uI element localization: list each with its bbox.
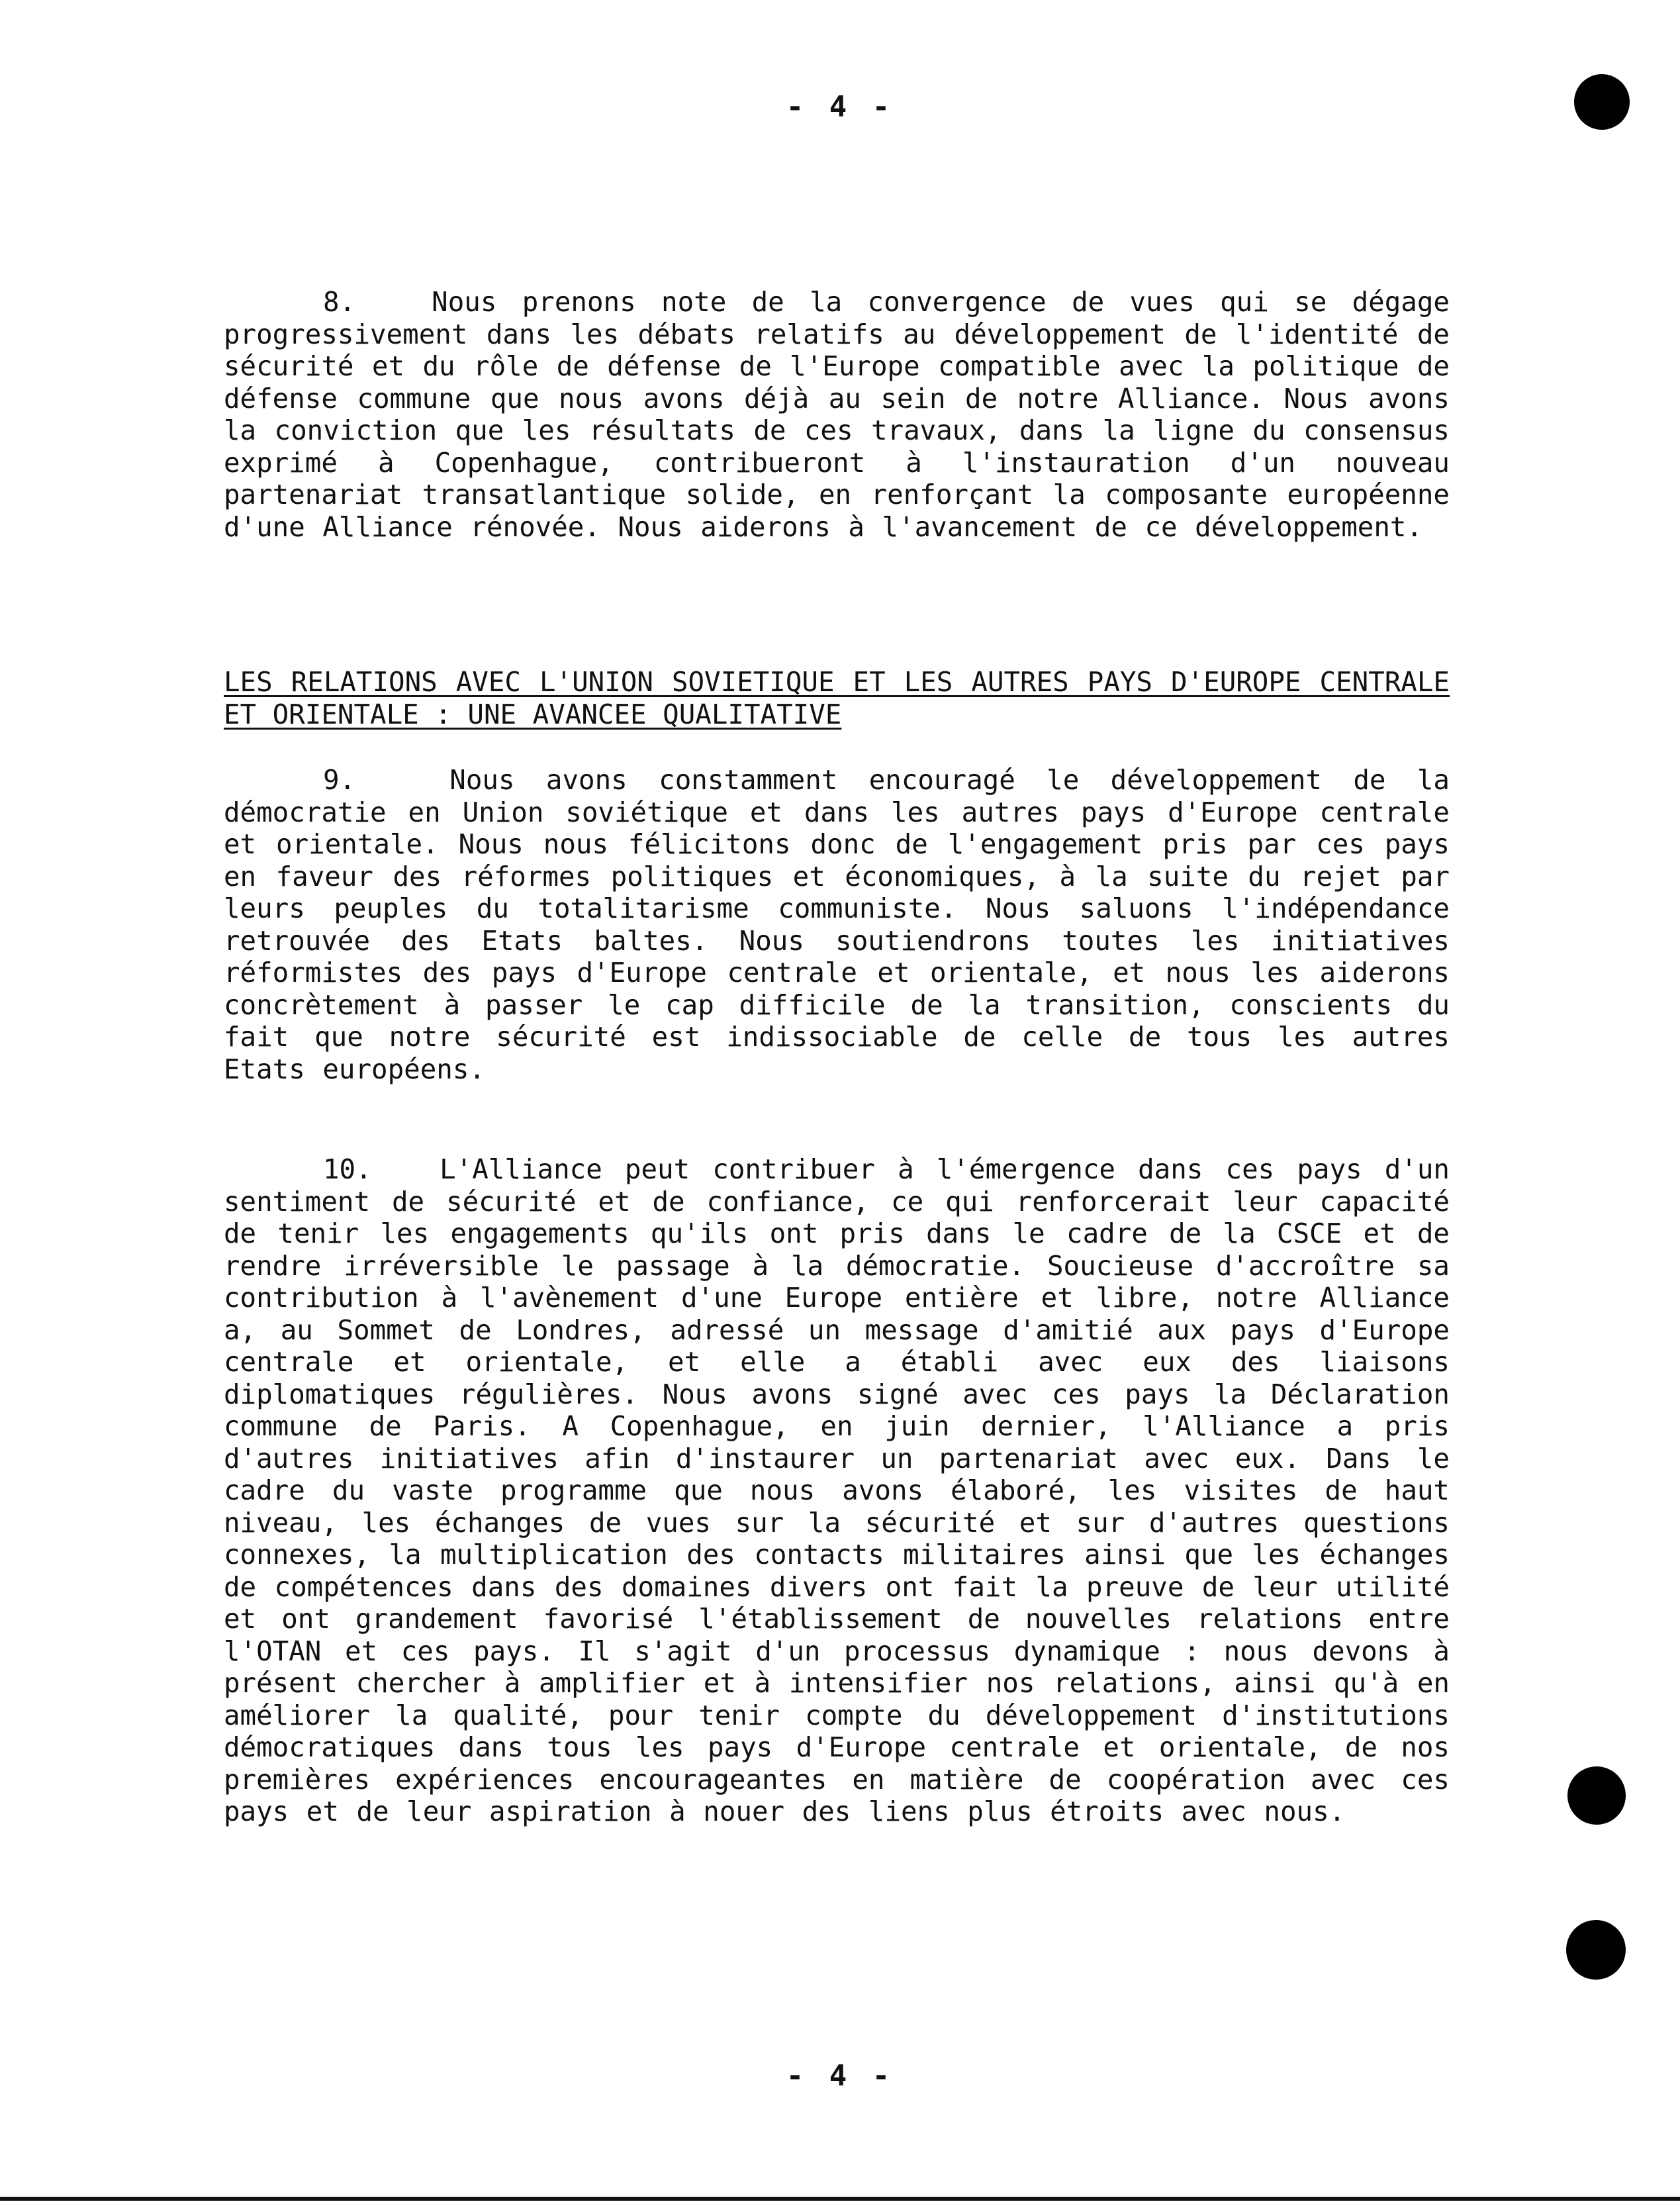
page-number-top: - 4 - bbox=[786, 90, 894, 124]
page-number-bottom: - 4 - bbox=[786, 2059, 894, 2093]
paragraph-9-number: 9. bbox=[323, 764, 356, 796]
scan-bottom-edge bbox=[0, 2197, 1680, 2201]
paragraph-8-text: Nous prenons note de la convergence de vues qui se dégage progressivement dans les débats relatifs au développement de l'identité de sécurité et du rôle de défense de l'Europe compatible avec la politique de défense commune que nous avons déjà au sein de notre Alliance. Nous avons la conviction que les résultats de ces travaux, dans la ligne du consensus exprimé à Copenhague, contribueront à l'instauration d'un nouveau partenariat transatlantique solide, en renforçant la composante européenne d'une Alliance rénovée. Nous aiderons à l'avancement de ce développement. bbox=[224, 286, 1450, 543]
punch-hole-top bbox=[1574, 74, 1630, 130]
punch-hole-bottom bbox=[1566, 1920, 1626, 1980]
paragraph-10-number: 10. bbox=[323, 1153, 372, 1185]
paragraph-10-text: L'Alliance peut contribuer à l'émergence dans ces pays d'un sentiment de sécurité et de confiance, ce qui renforcerait leur capacité de tenir les engagements qu'ils ont pris dans le cadre de la CSCE et de rendre irréversible le passage à la démocratie. Soucieuse d'accroître sa contribution à l'avènement d'une Europe entière et libre, notre Alliance a, au Sommet de Londres, adressé un message d'amitié aux pays d'Europe centrale et orientale, et elle a établi avec eux des liaisons diplomatiques régulières. Nous avons signé avec ces pays la Déclaration commune de Paris. A Copenhague, en juin dernier, l'Alliance a pris d'autres initiatives afin d'instaurer un partenariat avec eux. Dans le cadre du vaste programme que nous avons élaboré, les visites de haut niveau, les échanges de vues sur la sécurité et sur d'autres questions connexes, la multiplication des contacts militaires ainsi que les échanges de compétences dans des domaines divers ont fait la preuve de leur utilité et ont grandement favorisé l'établissement de nouvelles relations entre l'OTAN et ces pays. Il s'agit d'un processus dynamique : nous devons à présent chercher à amplifier et à intensifier nos relations, ainsi qu'à en améliorer la qualité, pour tenir compte du développement d'institutions démocratiques dans tous les pays d'Europe centrale et orientale, de nos premières expériences encourageantes en matière de coopération avec ces pays et de leur aspiration à nouer des liens plus étroits avec nous. bbox=[224, 1153, 1450, 1827]
paragraph-9-text: Nous avons constamment encouragé le développement de la démocratie en Union soviétique et dans les autres pays d'Europe centrale et orientale. Nous nous félicitons donc de l'engagement pris par ces pays en faveur des réformes politiques et économiques, à la suite du rejet par leurs peuples du totalitarisme communiste. Nous saluons l'indépendance retrouvée des Etats baltes. Nous soutiendrons toutes les initiatives réformistes des pays d'Europe centrale et orientale, et nous les aiderons concrètement à passer le cap difficile de la transition, conscients du fait que notre sécurité est indissociable de celle de tous les autres Etats européens. bbox=[224, 764, 1450, 1085]
section-heading: LES RELATIONS AVEC L'UNION SOVIETIQUE ET LES AUTRES PAYS D'EUROPE CENTRALE ET ORIENTALE : UNE AVANCEE QUALITATIVE bbox=[224, 666, 1450, 730]
paragraph-8-number: 8. bbox=[323, 286, 356, 318]
paragraph-9 bbox=[224, 764, 1450, 1085]
paragraph-8 bbox=[224, 286, 1450, 543]
punch-hole-middle bbox=[1567, 1766, 1626, 1825]
paragraph-10 bbox=[224, 1153, 1450, 1828]
